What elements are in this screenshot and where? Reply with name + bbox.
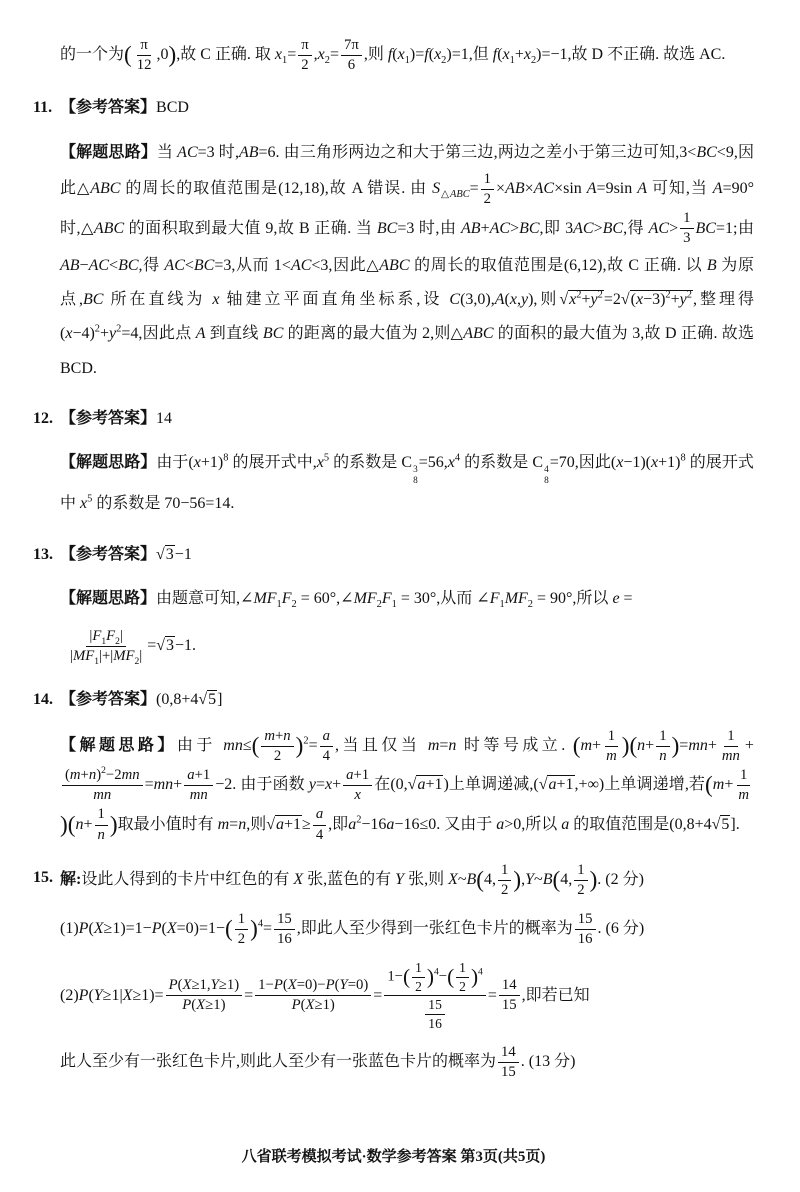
page-footer: 八省联考模拟考试·数学参考答案 第3页(共5页) — [241, 1149, 546, 1165]
question-14-solution — [60, 727, 754, 845]
question-10-continuation — [60, 36, 754, 75]
question-15-part1 — [60, 910, 754, 949]
question-15-part2 — [60, 959, 754, 1032]
question-13-solution-formula — [65, 627, 754, 667]
paragraph-text: 【解题思路】由于$(x+1)^8$ 的展开式中$,x^5$ 的系数是 C 3 8 $=56,x^4$ 的系数是 C 4 8 =70,因此$(x-1)(x+1)^8$ 的展开式中 $x^5$ 的系数是 70−56=14. — [60, 453, 754, 513]
question-number: 12. — [33, 410, 53, 428]
question-12-solution — [60, 446, 754, 521]
paragraph-text: 【参考答案】BCD — [60, 99, 189, 117]
question-14-answer — [33, 683, 754, 717]
paragraph-text: 【参考答案】14 — [60, 410, 173, 428]
question-12-answer — [33, 402, 754, 436]
paragraph-text: 【解题思路】当 AC=3 时,AB=6. 由三角形两边之和大于第三边,两边之差小于第三边可知,3<BC<9,因此△ABC 的周长的取值范围是(12,18),故 A 错误. 由 $S_{\triangle ABC}=$ $\frac{1}{2}$ ×AB×AC×sin A=9sin A 可知,当 A=90°时,△ABC 的面积取到最大值 9,故 B 正确. 当 BC=3 时,由 AB+AC>BC,即 3AC>BC,得 AC> $\frac{1}{3}$ BC=1;由 AB−AC<BC,得 AC<BC=3,从而 1<AC<3,因此△ABC 的周长的取值范围是(6,12),故 C 正确. 以 B 为原点,BC 所在直线为 x 轴建立平面直角坐标系,设 C(3,0),A(x,y),则$√x^2+y^2=2√(x-3)^2+y^2$,整理得$(x-4)^2+y^2=4$,因此点 A 到直线 BC 的距离的最大值为 2,则△ABC 的面积的最大值为 3,故 D 正确. 故选 BCD. — [60, 143, 754, 377]
question-15-statement — [33, 861, 754, 900]
question-11-solution — [60, 136, 754, 386]
question-15-part2-continuation — [60, 1043, 754, 1082]
question-number: 13. — [33, 545, 53, 563]
question-number: 11. — [33, 99, 53, 117]
question-number: 14. — [33, 690, 53, 708]
paragraph-text: (2)P(Y≥1|X≥1)= $\frac{P(X\ge 1,Y\ge 1)}{P(X\ge 1)}$ = $\frac{1-P(X=0)-P(Y=0)}{P(X\ge 1)}$ = 1−( $\frac{1}{2}$ )$^4$−( $\frac{1}{2}$ )$^4$ $\frac{15}{16}$ = $\frac{14}{15}$ ,即若已知 — [60, 960, 590, 1031]
paragraph-text: 解:设此人得到的卡片中红色的有 X 张,蓝色的有 Y 张,则 X~B(4, $\frac{1}{2}$ ),Y~B(4, $\frac{1}{2}$ ). (2 分) — [60, 861, 644, 898]
question-13-answer — [33, 538, 754, 572]
paragraph-text: 此人至少有一张红色卡片,则此人至少有一张蓝色卡片的概率为 $\frac{14}{15}$ . (13 分) — [60, 1043, 576, 1080]
paragraph-text: 的一个为( $\frac{\pi}{12}$ ,0),故 C 正确. 取 $x_1=$ $\frac{\pi}{2}$ $,x_2=$ $\frac{7\pi}{6}$ ,则 $f(x_1)=f(x_2)=1$,但 $f(x_1+x_2)=-1$,故 D 不正确. 故选 AC. — [60, 37, 726, 74]
question-number: 15. — [33, 868, 53, 886]
paragraph-text: 【解题思路】由题意可知$,\angle MF_1F_2$ = $60^\circ,\angle MF_2F_1 = 30^\circ$,从而 $\angle F_1MF_2 = 90^\circ$,所以 e = — [60, 590, 633, 611]
document-body — [33, 26, 754, 1135]
paragraph-text: 【参考答案】(0,8+4√5] — [60, 690, 223, 708]
question-13-solution — [60, 582, 754, 616]
paragraph-text: 【解题思路】由于 mn≤( $\frac{m+n}{2}$ )$^2$= $\frac{a}{4}$ ,当且仅当 m=n 时等号成立. (m+ $\frac{1}{m}$ )(n+ $\frac{1}{n}$ )=mn+ $\frac{1}{mn}$ + $\frac{(m+n)^2-2mn}{mn}$ =mn+ $\frac{a+1}{mn}$ −2. 由于函数 y=x+ $\frac{a+1}{x}$ 在(0,√a+1)上单调递减,(√a+1,+∞)上单调递增,若(m+ $\frac{1}{m}$ )(n+ $\frac{1}{n}$ )取最小值时有 m=n,则√a+1≥ $\frac{a}{4}$ ,即$a^2-16a-16\le 0$. 又由于 a>0,所以 a 的取值范围是(0,8+4√5]. — [60, 727, 754, 843]
paragraph-text: (1)P(X≥1)=1−P(X=0)=1−( $\frac{1}{2}$ )$^4$= $\frac{15}{16}$ ,即此人至少得到一张红色卡片的概率为 $\frac{15}{16}$ . (6 分) — [60, 910, 645, 948]
paragraph-text: 【参考答案】√3−1 — [60, 545, 192, 563]
question-11-answer — [33, 91, 754, 125]
paragraph-text: $\frac{|F_1F_2|}{|MF_1|+|MF_2|}$ =√3−1. — [70, 627, 197, 667]
